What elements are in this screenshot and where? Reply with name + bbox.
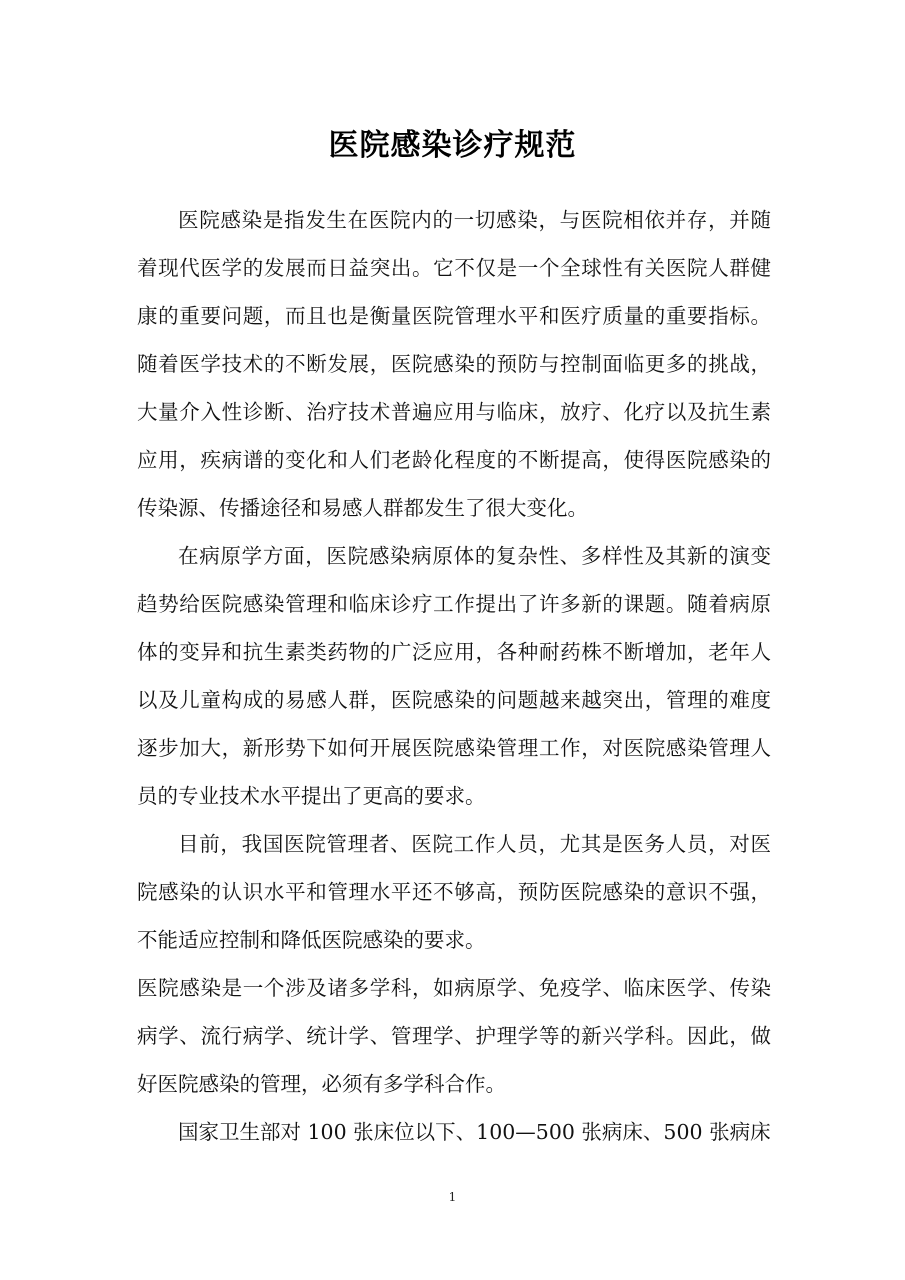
paragraph-5: 国家卫生部对 100 张床位以下、100—500 张病床、500 张病床 <box>178 1120 771 1144</box>
paragraph-1: 医院感染是指发生在医院内的一切感染，与医院相依并存，并随着现代医学的发展而日益突出。它不仅是一个全球性有关医院人群健康的重要问题，而且也是衡量医院管理水平和医疗质量的重要指标。随着医学技术的不断发展，医院感染的预防与控制面临更多的挑战，大量介入性诊断、治疗技术普遍应用与临床，放疗、化疗以及抗生素应用，疾病谱的变化和人们老龄化程度的不断提高，使得医院感染的传染源、传播途径和易感人群都发生了很大变化。 <box>137 208 771 520</box>
paragraph-3: 目前，我国医院管理者、医院工作人员，尤其是医务人员，对医院感染的认识水平和管理水平还不够高，预防医院感染的意识不强，不能适应控制和降低医院感染的要求。 <box>137 832 771 952</box>
document-title: 医院感染诊疗规范 <box>328 128 577 163</box>
paragraph-2: 在病原学方面，医院感染病原体的复杂性、多样性及其新的演变趋势给医院感染管理和临床诊疗工作提出了许多新的课题。随着病原体的变异和抗生素类药物的广泛应用，各种耐药株不断增加，老年人以及儿童构成的易感人群，医院感染的问题越来越突出，管理的难度逐步加大，新形势下如何开展医院感染管理工作，对医院感染管理人员的专业技术水平提出了更高的要求。 <box>137 544 771 808</box>
document-body <box>137 196 771 1156</box>
page-number: 1 <box>448 1190 457 1204</box>
paragraph-4: 医院感染是一个涉及诸多学科，如病原学、免疫学、临床医学、传染病学、流行病学、统计学、管理学、护理学等的新兴学科。因此，做好医院感染的管理，必须有多学科合作。 <box>137 976 771 1096</box>
